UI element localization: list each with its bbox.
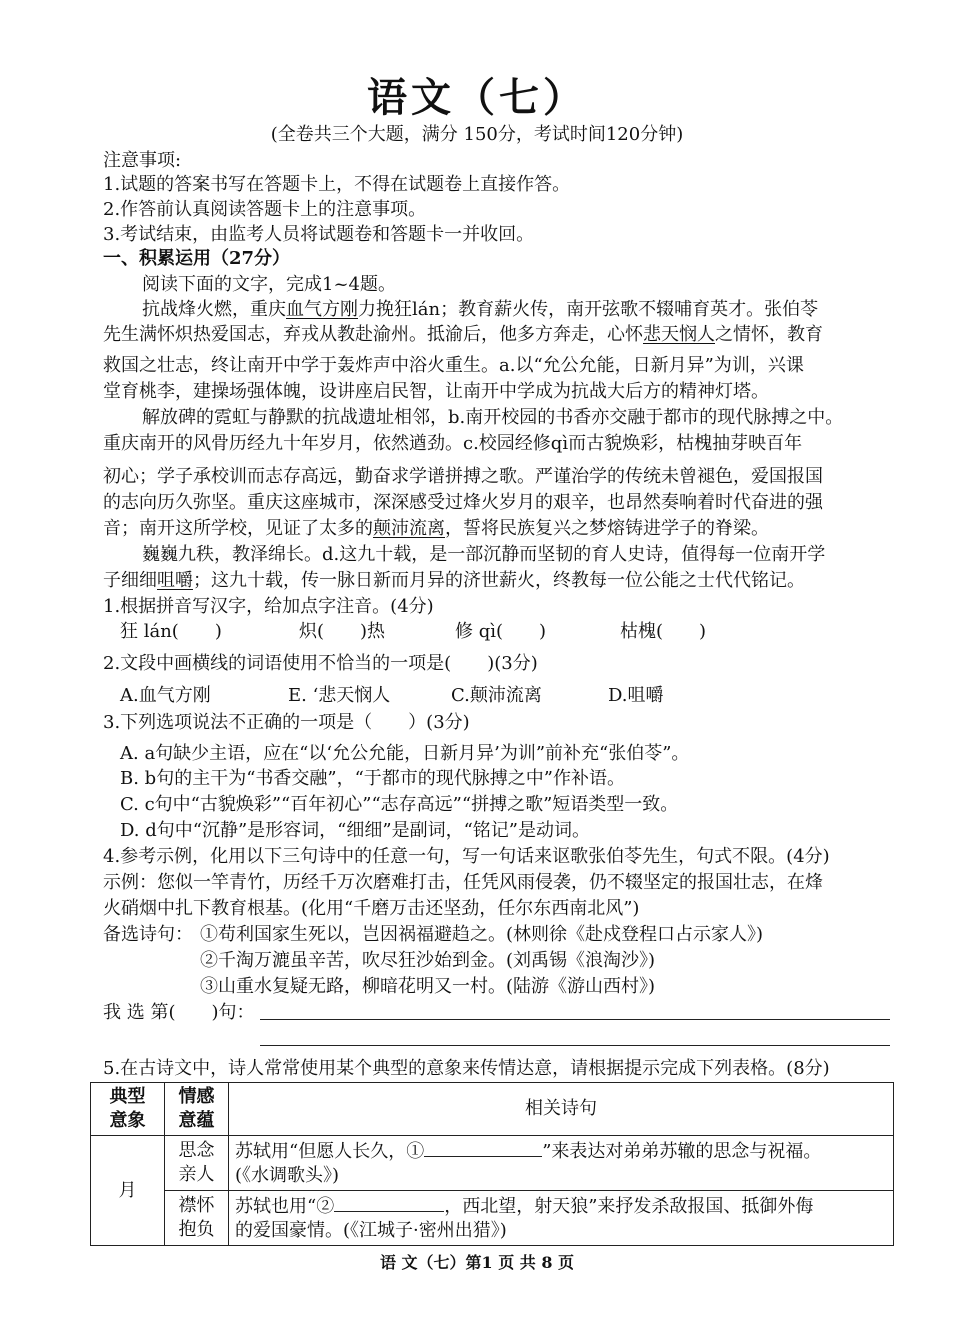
notice-item: 2.作答前认真阅读答题卡上的注意事项。 [103,199,427,220]
pinyin-blank[interactable]: 狂 lán( ) [120,621,222,642]
header-image: 典型意象 [91,1083,165,1136]
passage-line: 解放碑的霓虹与静默的抗战遗址相邻，b.南开校园的书香亦交融于都市的现代脉搏之中。 [142,407,844,428]
example-line: 示例：您似一竿青竹，历经千万次磨难打击，任凭风雨侵袭，仍不辍坚定的报国壮志，在烽 [103,872,823,893]
answer-line[interactable] [260,1045,890,1046]
option-d[interactable]: D. d句中“沉静”是形容词，“细细”是副词，“铭记”是动词。 [120,820,590,841]
fill-blank-1[interactable] [424,1138,542,1157]
passage-line: 先生满怀炽热爱国志，弃戎从教赴渝州。抵渝后，他多方奔走，心怀悲天悯人之情怀，教育 [103,324,823,345]
imagery-table [90,1082,894,1246]
page-title: 语文（七） [367,74,587,121]
lines-cell: 苏轼用“但愿人长久，① ”来表达对弟弟苏辙的思念与祝福。 (《水调歌头》) [229,1136,894,1191]
passage-line: 的志向历久弥坚。重庆这座城市，深深感受过烽火岁月的艰辛，也昂然奏响着时代奋进的强 [103,492,823,513]
option-a[interactable]: A. a句缺少主语，应在“以‘允公允能，日新月异’为训”前补充“张伯苓”。 [120,743,690,764]
passage-line: 巍巍九秩，教泽绵长。d.这九十载，是一部沉静而坚韧的育人史诗，值得每一位南开学 [142,544,826,565]
underlined-term: 咀嚼 [157,570,193,591]
example-line: 火硝烟中扎下教育根基。(化用“千磨万击还坚劲，任尔东西南北风”) [103,898,640,919]
exam-info: (全卷共三个大题，满分 150分，考试时间120分钟) [270,124,684,145]
lines-cell: 苏轼也用“② ，西北望，射天狼”来抒发杀敌报国、抵御外侮 的爱国豪情。(《江城子·密州出猎》) [229,1191,894,1246]
emotion-cell: 思念亲人 [165,1136,229,1191]
header-emotion: 情感意蕴 [165,1083,229,1136]
underlined-term: 血气方刚 [286,299,358,320]
underlined-term: 悲天悯人 [643,324,715,345]
pinyin-blank[interactable]: 炽( )热 [299,621,386,642]
notice-item: 3.考试结束，由监考人员将试题卷和答题卡一并收回。 [103,224,535,245]
passage-line: 音；南开这所学校，见证了太多的颠沛流离，誓将民族复兴之梦熔铸进学子的脊梁。 [103,518,769,539]
poems-label: 备选诗句： [103,924,193,945]
answer-line[interactable] [260,1019,890,1020]
question-2-stem: 2.文段中画横线的词语使用不恰当的一项是( )(3分) [103,653,538,674]
option-c[interactable]: C. c句中“古貌焕彩”“百年初心”“志存高远”“拼搏之歌”短语类型一致。 [120,794,679,815]
option-a[interactable]: A.血气方刚 [120,685,211,706]
section-heading: 一、积累运用（27分） [103,248,291,269]
emotion-cell: 襟怀抱负 [165,1191,229,1246]
reading-intro: 阅读下面的文字，完成1~4题。 [142,274,396,295]
pinyin-blank[interactable]: 枯槐( ) [620,621,707,642]
option-d[interactable]: D.咀嚼 [608,685,664,706]
question-5-stem: 5.在古诗文中，诗人常常使用某个典型的意象来传情达意，请根据提示完成下列表格。(8分) [103,1058,830,1079]
option-b[interactable]: B. b句的主干为“书香交融”，“于都市的现代脉搏之中”作补语。 [120,768,625,789]
notice-heading: 注意事项: [103,150,182,171]
poem-option: ②千淘万漉虽辛苦，吹尽狂沙始到金。(刘禹锡《浪淘沙》) [200,950,656,971]
pinyin-blank[interactable]: 修 qì( ) [455,621,547,642]
poem-option: ③山重水复疑无路，柳暗花明又一村。(陆游《游山西村》) [200,976,656,997]
question-1-stem: 1.根据拼音写汉字，给加点字注音。(4分) [103,596,434,617]
question-4-stem: 4.参考示例，化用以下三句诗中的任意一句，写一句话来讴歌张伯苓先生，句式不限。(4分) [103,846,830,867]
header-lines: 相关诗句 [229,1083,894,1136]
passage-line: 堂育桃李，建操场强体魄，设讲座启民智，让南开中学成为抗战大后方的精神灯塔。 [103,381,769,402]
page-footer: 语 文（七）第1 页 共 8 页 [379,1253,575,1272]
passage-line: 子细细咀嚼；这九十载，传一脉日新而月异的济世薪火，终教每一位公能之士代代铭记。 [103,570,805,591]
poem-option: ①苟利国家生死以，岂因祸福避趋之。(林则徐《赴戍登程口占示家人》) [200,924,764,945]
option-c[interactable]: C.颠沛流离 [451,685,542,706]
passage-line: 重庆南开的风骨历经九十年岁月，依然遒劲。c.校园经修qì而古貌焕彩，枯槐抽芽映百年 [103,433,803,454]
passage-line: 抗战烽火燃，重庆血气方刚力挽狂lán；教育薪火传，南开弦歌不辍哺育英才。张伯苓 [142,299,819,320]
question-3-stem: 3.下列选项说法不正确的一项是（ ）(3分) [103,712,470,733]
passage-line: 初心；学子承校训而志存高远，勤奋求学谱拼搏之歌。严谨治学的传统未曾褪色，爱国报国 [103,466,823,487]
underlined-term: 颠沛流离 [373,518,445,539]
image-cell: 月 [91,1136,165,1246]
passage-line: 救国之壮志，终让南开中学于轰炸声中浴火重生。a.以“允公允能，日新月异”为训，兴课 [103,355,804,376]
notice-item: 1.试题的答案书写在答题卡上，不得在试题卷上直接作答。 [103,174,571,195]
fill-blank-2[interactable] [334,1193,444,1212]
choice-prompt: 我 选 第( )句： [103,1002,255,1023]
option-b[interactable]: E. ‘悲天悯人 [288,685,391,706]
